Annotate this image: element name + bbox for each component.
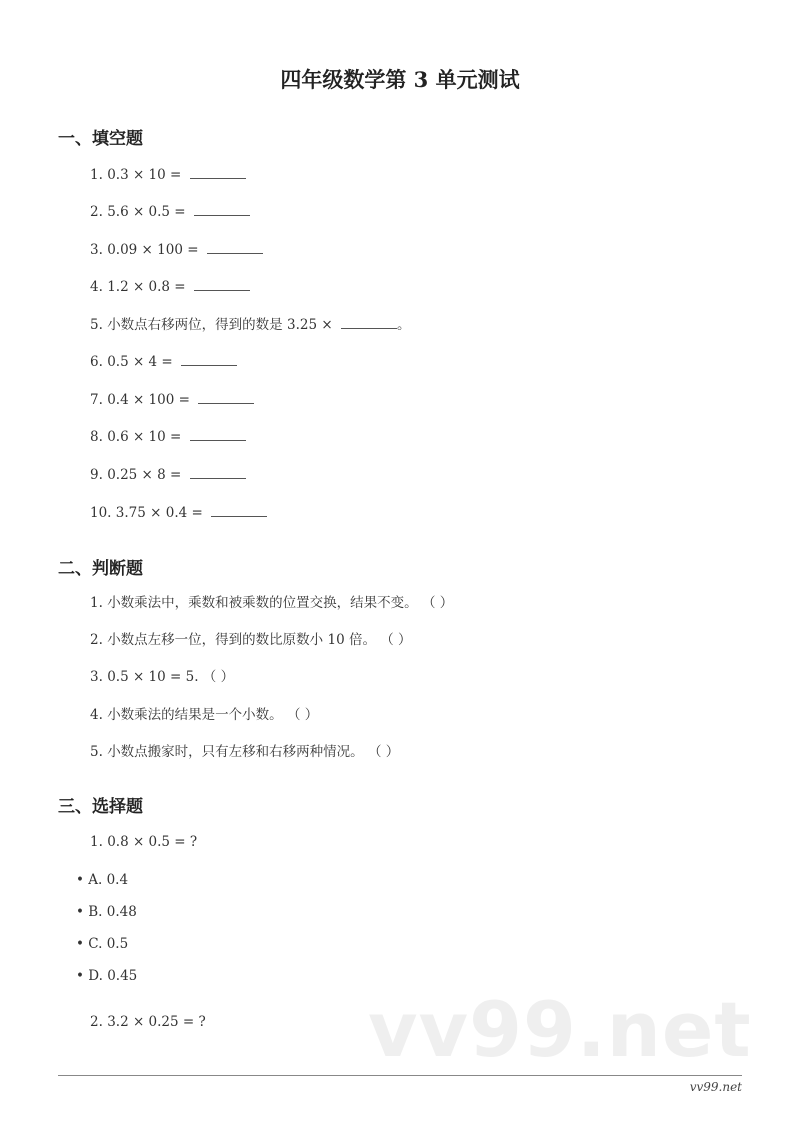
question-item: [90, 241, 263, 259]
question-item: [90, 391, 254, 409]
question-item: [90, 278, 250, 296]
answer-blank[interactable]: [190, 466, 246, 479]
question-text: 小数乘法中，乘数和被乘数的位置交换，结果不变。 （ ）: [107, 595, 454, 611]
question-item: [90, 316, 410, 334]
footer-divider: [58, 1075, 742, 1076]
question-text: 0.5 × 4 =: [107, 354, 178, 370]
question-item: [90, 706, 318, 724]
answer-blank[interactable]: [194, 278, 250, 291]
bullet-icon: •: [76, 936, 89, 952]
option-text: C. 0.5: [88, 936, 129, 952]
question-number: 1.: [90, 167, 103, 183]
question-text: 3.75 × 0.4 =: [115, 505, 208, 521]
answer-blank[interactable]: [190, 428, 246, 441]
question-text: 0.4 × 100 =: [107, 392, 195, 408]
answer-blank[interactable]: [190, 166, 246, 179]
section-heading-fill-blank: 一、填空题: [58, 129, 143, 149]
option-text: B. 0.48: [88, 904, 137, 920]
answer-option: [76, 871, 128, 889]
bullet-icon: •: [76, 872, 89, 888]
question-number: 5.: [90, 317, 103, 333]
question-item: [90, 166, 246, 184]
question-item: [90, 1013, 206, 1031]
question-text: 小数点右移两位，得到的数是 3.25 ×: [107, 317, 337, 333]
question-number: 6.: [90, 354, 103, 370]
question-number: 2.: [90, 632, 103, 648]
question-number: 8.: [90, 429, 103, 445]
answer-blank[interactable]: [198, 391, 254, 404]
question-number: 10.: [90, 505, 112, 521]
question-text: 小数点左移一位，得到的数比原数小 10 倍。 （ ）: [107, 632, 412, 648]
answer-blank[interactable]: [341, 316, 397, 329]
question-number: 1.: [90, 834, 103, 850]
option-text: A. 0.4: [88, 872, 129, 888]
question-item: [90, 668, 234, 686]
question-text: 小数乘法的结果是一个小数。 （ ）: [107, 707, 319, 723]
section-heading-multiple-choice: 三、选择题: [58, 797, 143, 817]
bullet-icon: •: [76, 968, 89, 984]
section-heading-true-false: 二、判断题: [58, 559, 143, 579]
question-item: [90, 504, 267, 522]
question-number: 4.: [90, 707, 103, 723]
answer-option: [76, 967, 137, 985]
question-number: 3.: [90, 242, 103, 258]
answer-option: [76, 935, 128, 953]
question-text: 0.25 × 8 =: [107, 467, 186, 483]
question-text: 0.3 × 10 =: [107, 167, 186, 183]
question-item: [90, 631, 412, 649]
bullet-icon: •: [76, 904, 89, 920]
footer-text: vv99.net: [689, 1080, 742, 1094]
question-text: 0.8 × 0.5 = ?: [107, 834, 198, 850]
watermark: vv99.net: [368, 985, 752, 1074]
answer-blank[interactable]: [211, 504, 267, 517]
option-text: D. 0.45: [88, 968, 138, 984]
question-number: 9.: [90, 467, 103, 483]
question-suffix: 。: [396, 317, 411, 333]
answer-option: [76, 903, 137, 921]
question-text: 0.09 × 100 =: [107, 242, 203, 258]
question-number: 2.: [90, 204, 103, 220]
question-number: 4.: [90, 279, 103, 295]
question-number: 7.: [90, 392, 103, 408]
question-text: 小数点搬家时，只有左移和右移两种情况。 （ ）: [107, 744, 400, 760]
question-item: [90, 428, 246, 446]
answer-blank[interactable]: [181, 353, 237, 366]
question-number: 1.: [90, 595, 103, 611]
question-item: [90, 353, 237, 371]
question-item: [90, 594, 453, 612]
answer-blank[interactable]: [207, 241, 263, 254]
question-number: 2.: [90, 1014, 103, 1030]
question-number: 3.: [90, 669, 103, 685]
page-title: 四年级数学第 3 单元测试: [280, 67, 520, 92]
question-item: [90, 833, 197, 851]
question-item: [90, 743, 399, 761]
question-text: 3.2 × 0.25 = ?: [107, 1014, 206, 1030]
question-number: 5.: [90, 744, 103, 760]
question-item: [90, 203, 250, 221]
question-text: 5.6 × 0.5 =: [107, 204, 190, 220]
question-text: 0.5 × 10 = 5. （ ）: [107, 669, 235, 685]
answer-blank[interactable]: [194, 203, 250, 216]
question-text: 0.6 × 10 =: [107, 429, 186, 445]
question-item: [90, 466, 246, 484]
question-text: 1.2 × 0.8 =: [107, 279, 190, 295]
